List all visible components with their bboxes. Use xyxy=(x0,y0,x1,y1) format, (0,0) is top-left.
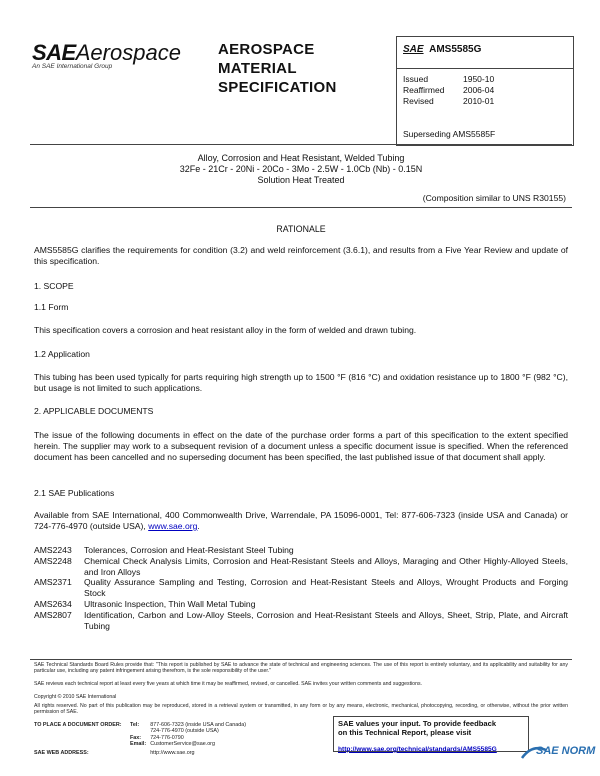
footer-review-text: SAE reviews each technical report at least every five years at which time it may be reaffirmed, revised, or cancelled. SAE invites your written comments and suggestions. xyxy=(34,681,422,687)
web-label: SAE WEB ADDRESS: xyxy=(34,749,89,756)
watermark-text: SAE NORM xyxy=(536,745,596,757)
reference-id: AMS2371 xyxy=(34,577,72,588)
reference-id: AMS2807 xyxy=(34,609,72,620)
web-value: http://www.sae.org xyxy=(150,749,195,756)
section-applicable-documents: 2. APPLICABLE DOCUMENTS xyxy=(34,406,154,416)
section-sae-publications: 2.1 SAE Publications xyxy=(34,488,115,498)
spec-title-line: SPECIFICATION xyxy=(218,79,337,96)
order-label: TO PLACE A DOCUMENT ORDER: xyxy=(34,722,122,728)
reference-title: Identification, Carbon and Low-Alloy Steels, Corrosion and Heat-Resistant Steels and Alloys, Sheet, Strip, Plate, and Aircraft Tubing xyxy=(84,609,568,631)
document-title-box xyxy=(30,144,572,208)
sae-norm-watermark xyxy=(520,742,596,764)
logo-name: Aerospace xyxy=(75,40,181,65)
footer-divider xyxy=(30,659,572,660)
tel2-value: 724-776-4970 (outside USA) xyxy=(150,728,219,735)
issued-date: 1950-10 xyxy=(463,74,495,84)
title-line-2: 32Fe - 21Cr - 20Ni - 20Co - 3Mo - 2.5W - 1.0Cb (Nb) - 0.15N xyxy=(179,164,423,174)
applicable-text: The issue of the following documents in effect on the date of the purchase order forms a part of this specification to the extent specified herein. The supplier may work to a subsequent revision of a document unless a specific document issue is specified. When the referenced document has been cancelled and no superseding document has been specified, the last published issue of that document shall apply. xyxy=(34,430,568,462)
fax-value: 724-776-0790 xyxy=(150,734,184,741)
document-info-box xyxy=(396,36,574,146)
sae-publications-address: Available from SAE International, 400 Commonwealth Drive, Warrendale, PA 15096-0001, Tel: 877-606-7323 (inside USA and Canada) or 724-776-4970 (outside USA), xyxy=(34,510,568,531)
sae-website-link[interactable]: www.sae.org xyxy=(148,521,198,531)
reference-id: AMS2248 xyxy=(34,555,72,566)
reference-row xyxy=(34,599,568,610)
revised-label: Revised xyxy=(403,96,434,106)
title-line-1: Alloy, Corrosion and Heat Resistant, Welded Tubing xyxy=(197,153,405,163)
reaffirmed-label: Reaffirmed xyxy=(403,85,445,95)
spec-title-line: AEROSPACE xyxy=(218,41,315,58)
footer-rules-text: SAE Technical Standards Board Rules provide that: "This report is published by SAE to advance the state of technical and engineering sciences. The use of this report is entirely voluntary, and its applicability and suitability for any particular use, including any patent infringement arising therefrom, is the sole responsibility of the user." xyxy=(34,662,568,675)
feedback-line-2: on this Technical Report, please visit xyxy=(338,728,472,738)
section-form: 1.1 Form xyxy=(34,302,69,312)
reference-row xyxy=(34,610,568,632)
reference-id: AMS2243 xyxy=(34,545,72,555)
title-line-3: Solution Heat Treated xyxy=(257,175,345,185)
spec-title-line: MATERIAL xyxy=(218,60,297,77)
logo-brand: SAE xyxy=(32,40,76,65)
reference-title: Ultrasonic Inspection, Thin Wall Metal Tubing xyxy=(84,598,256,609)
issued-label: Issued xyxy=(403,74,429,84)
references-table xyxy=(34,545,568,631)
logo-tagline: An SAE International Group xyxy=(32,63,113,70)
reference-row xyxy=(34,556,568,578)
form-text: This specification covers a corrosion and heat resistant alloy in the form of welded and drawn tubing. xyxy=(34,325,417,335)
spec-title-block xyxy=(218,40,337,97)
section-scope: 1. SCOPE xyxy=(34,281,74,291)
reference-row xyxy=(34,577,568,599)
sae-publications-text xyxy=(34,510,568,532)
sae-aerospace-logo xyxy=(32,40,181,70)
feedback-line-1: SAE values your input. To provide feedback xyxy=(338,719,497,728)
section-application: 1.2 Application xyxy=(34,349,90,359)
feedback-link[interactable]: http://www.sae.org/technical/standards/AMS5585G xyxy=(338,745,497,753)
application-text: This tubing has been used typically for parts requiring high strength up to 1500 °F (816 °C) and oxidation resistance up to 1800 °F (982 °C), but usage is not limited to such applications. xyxy=(34,372,568,393)
reference-title: Tolerances, Corrosion and Heat-Resistant Steel Tubing xyxy=(84,545,294,555)
reference-id: AMS2634 xyxy=(34,598,72,609)
order-contact-table xyxy=(34,722,250,756)
reference-title: Chemical Check Analysis Limits, Corrosion and Heat-Resistant Steels and Alloys, Maraging and Other Highly-Alloyed Steels, and Iron Alloys xyxy=(84,555,568,577)
sae-publications-end: . xyxy=(197,521,200,531)
email-value: CustomerService@sae.org xyxy=(150,741,215,748)
reaffirmed-date: 2006-04 xyxy=(463,85,495,95)
superseding-note: Superseding AMS5585F xyxy=(403,129,496,139)
footer-copyright: Copyright © 2010 SAE International xyxy=(34,694,117,700)
reference-title: Quality Assurance Sampling and Testing, Corrosion and Heat-Resistant Steels and Alloys, Wrought Products and Forging Stock xyxy=(84,577,568,599)
code-number: AMS5585G xyxy=(429,44,482,55)
code-prefix: SAE xyxy=(403,44,424,55)
rationale-heading: RATIONALE xyxy=(276,224,326,234)
composition-note: (Composition similar to UNS R30155) xyxy=(422,193,566,203)
tel-label: Tel: xyxy=(130,722,140,728)
feedback-box xyxy=(333,716,529,752)
email-label: Email: xyxy=(130,741,147,748)
rationale-text: AMS5585G clarifies the requirements for condition (3.2) and weld reinforcement (3.6.1), and results from a Five Year Review and update of this specification. xyxy=(34,245,568,266)
footer-rights-text: All rights reserved. No part of this publication may be reproduced, stored in a retrieval system or transmitted, in any form or by any means, electronic, mechanical, photocopying, recording, or otherwise, without the prior written permission of SAE. xyxy=(34,703,568,716)
fax-label: Fax: xyxy=(130,734,142,741)
revised-date: 2010-01 xyxy=(463,96,495,106)
tel-value: 877-606-7323 (inside USA and Canada) xyxy=(150,722,247,728)
dates-table xyxy=(403,74,494,107)
reference-row xyxy=(34,545,568,556)
document-code xyxy=(403,44,481,55)
